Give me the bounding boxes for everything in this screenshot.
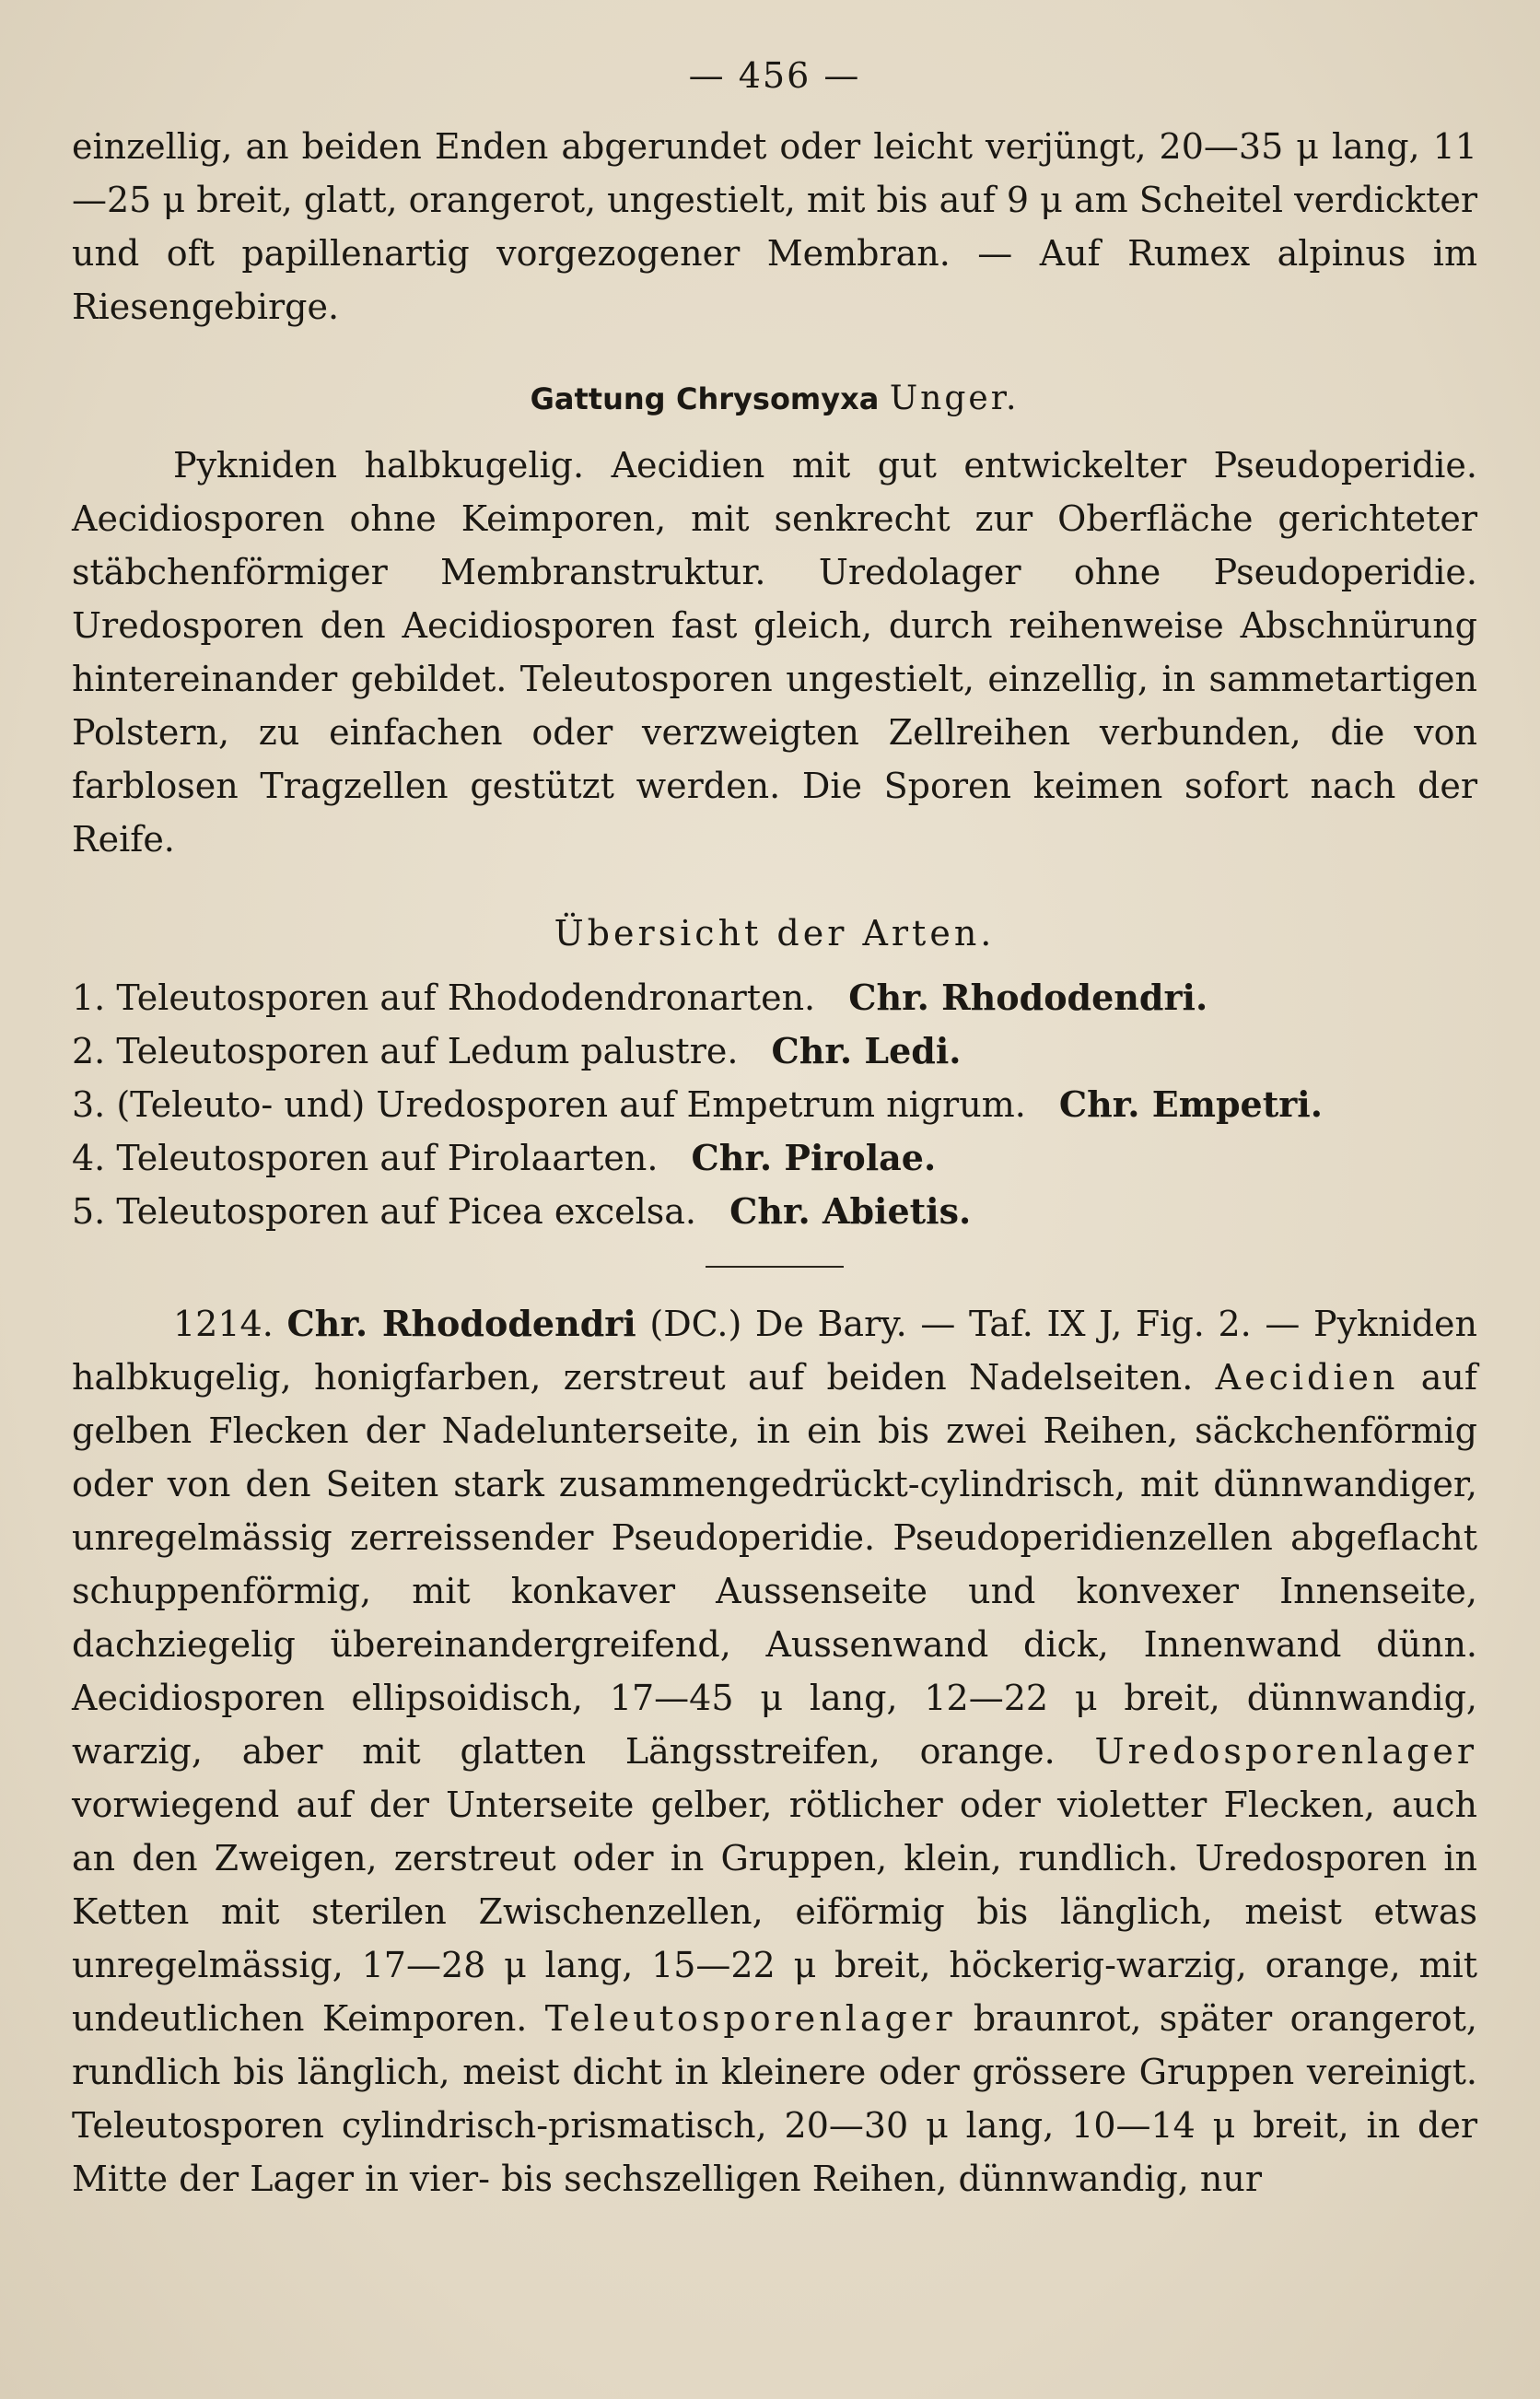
- overview-heading: Übersicht der Arten.: [554, 913, 996, 954]
- key-item-text: (Teleuto- und) Uredosporen auf Empetrum nigrum.: [116, 1084, 1026, 1125]
- key-item-number: 4.: [72, 1138, 106, 1178]
- entry-term-aecidien: Aecidien: [1215, 1357, 1399, 1398]
- key-item: [72, 1024, 1477, 1078]
- key-item-number: 2.: [72, 1031, 106, 1071]
- entry-uredo-text: vorwiegend auf der Unterseite gelber, rötlicher oder violetter Flecken, auch an den Zweigen, zerstreut oder in Gruppen, klein, rundlich. Uredosporen in Ketten mit sterilen Zwischenzellen, eiförmig bis länglich, meist etwas unregelmässig, 17—28 μ lang, 15—22 μ breit, höckerig-warzig, orange, mit undeutlichen Keimporen.: [72, 1785, 1477, 2039]
- entry-species-name: Chr. Rhododendri: [286, 1303, 636, 1344]
- key-item: [72, 1131, 1477, 1185]
- entry-pycnidia-text: Pykniden halbkugelig, honigfarben, zerstreut auf beiden Nadelseiten.: [72, 1304, 1477, 1398]
- entry-plate-reference: — Taf. IX J, Fig. 2. —: [920, 1304, 1301, 1344]
- intro-paragraph: einzellig, an beiden Enden abgerundet oder leicht verjüngt, 20—35 μ lang, 11—25 μ breit, glatt, orangerot, ungestielt, mit bis auf 9 μ am Scheitel verdickter und oft papillenartig vorgezogener Membran. — Auf Rumex alpinus im Riesengebirge.: [72, 126, 1477, 327]
- key-item: [72, 1185, 1477, 1238]
- entry-teleuto-text: braunrot, später orangerot, rundlich bis länglich, meist dicht in kleinere oder grössere Gruppen vereinigt. Teleutosporen cylindrisch-prismatisch, 20—30 μ lang, 10—14 μ breit, in der Mitte der Lager in vier- bis sechszelligen Reihen, dünnwandig, nur: [72, 1998, 1477, 2199]
- key-item: [72, 1078, 1477, 1131]
- genus-prefix: Gattung: [530, 381, 666, 416]
- entry-term-uredo: Uredosporenlager: [1094, 1731, 1477, 1772]
- entry-author: (DC.) De Bary.: [649, 1304, 907, 1344]
- key-item-species: Chr. Empetri.: [1058, 1083, 1323, 1125]
- key-item-species: Chr. Ledi.: [771, 1030, 962, 1071]
- genus-heading: [72, 372, 1477, 426]
- key-item-species: Chr. Rhododendri.: [848, 977, 1208, 1018]
- genus-description: Pykniden halbkugelig. Aecidien mit gut entwickelter Pseudoperidie. Aecidiosporen ohne Keimporen, mit senkrecht zur Oberfläche gerichteter stäbchenförmiger Membranstruktur. Uredolager ohne Pseudoperidie. Uredosporen den Aecidiosporen fast gleich, durch reihenweise Abschnürung hintereinander gebildet. Teleutosporen ungestielt, einzellig, in sammetartigen Polstern, zu einfachen oder verzweigten Zellreihen verbunden, die von farblosen Tragzellen gestützt werden. Die Sporen keimen sofort nach der Reife.: [72, 445, 1477, 860]
- species-entry: [72, 1297, 1477, 2206]
- section-divider: [706, 1266, 844, 1268]
- genus-name: Chrysomyxa: [675, 381, 880, 416]
- entry-number: 1214.: [173, 1304, 274, 1344]
- key-item-species: Chr. Pirolae.: [691, 1137, 937, 1178]
- key-item-number: 1.: [72, 977, 106, 1018]
- key-item-number: 3.: [72, 1084, 106, 1125]
- page-number: — 456 —: [688, 55, 861, 96]
- page-content: [72, 55, 1477, 2206]
- key-item-text: Teleutosporen auf Picea excelsa.: [116, 1191, 696, 1232]
- entry-aecidia-text: auf gelben Flecken der Nadelunterseite, in ein bis zwei Reihen, säckchenförmig oder von den Seiten stark zusammengedrückt-cylindrisch, mit dünnwandiger, unregelmässig zerreissender Pseudoperidie. Pseudoperidienzellen abgeflacht schuppenförmig, mit konkaver Aussenseite und konvexer Innenseite, dachziegelig übereinandergreifend, Aussenwand dick, Innenwand dünn. Aecidiosporen ellipsoidisch, 17—45 μ lang, 12—22 μ breit, dünnwandig, warzig, aber mit glatten Längsstreifen, orange.: [72, 1357, 1477, 1772]
- key-item-text: Teleutosporen auf Ledum palustre.: [116, 1031, 739, 1071]
- key-item: [72, 971, 1477, 1024]
- genus-author: Unger.: [889, 380, 1020, 417]
- entry-term-teleuto: Teleutosporenlager: [544, 1998, 956, 2039]
- key-item-text: Teleutosporen auf Rhododendronarten.: [116, 977, 816, 1018]
- key-item-species: Chr. Abietis.: [729, 1190, 972, 1232]
- species-key-list: [72, 971, 1477, 1238]
- key-item-text: Teleutosporen auf Pirolaarten.: [116, 1138, 659, 1178]
- key-item-number: 5.: [72, 1191, 106, 1232]
